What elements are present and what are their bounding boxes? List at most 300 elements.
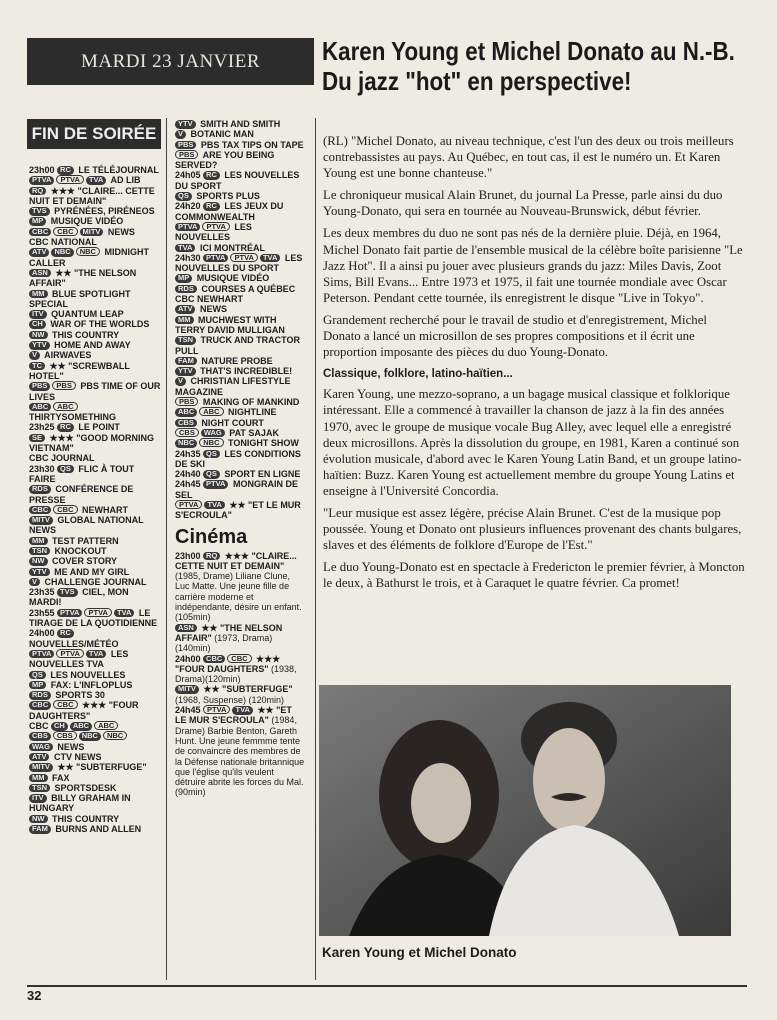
listing-entry	[29, 402, 161, 423]
listing-entry	[29, 330, 161, 340]
channel-badge: TVA	[260, 254, 280, 263]
listing-entry	[175, 191, 305, 201]
listing-text: KNOCKOUT	[52, 545, 107, 556]
channel-badge: YTV	[175, 367, 196, 376]
channel-badge: MITV	[175, 685, 199, 694]
channel-badge: PBS	[175, 141, 196, 150]
listing-text: 23h00	[29, 165, 58, 175]
listing-text: MAKING OF MANKIND	[200, 397, 300, 408]
listing-entry	[175, 170, 305, 191]
listing-entry	[29, 690, 161, 700]
listing-entry	[29, 793, 161, 814]
listing-entry	[175, 705, 305, 798]
listing-text: CBC NATIONAL	[29, 237, 97, 248]
channel-badge: NBC	[199, 438, 223, 447]
listing-entry	[29, 433, 161, 454]
listing-text: 23h25	[29, 422, 58, 433]
listing-text: NATURE PROBE	[198, 355, 273, 366]
listing-text: SPORTSDESK	[52, 782, 117, 793]
listing-text: NIGHT COURT	[198, 417, 264, 428]
channel-badge: RDS	[29, 485, 51, 494]
channel-badge: CBC	[53, 227, 77, 236]
listing-text: QUANTUM LEAP	[48, 309, 124, 320]
listing-text: CONFÉRENCE DE PRESSE	[29, 484, 134, 505]
listing-text: MONGRAIN DE SEL	[175, 479, 298, 500]
listing-entry	[175, 684, 305, 705]
listing-entry	[175, 407, 305, 417]
channel-badge: FAM	[175, 357, 197, 366]
listing-entry	[175, 428, 305, 438]
channel-badge: FAM	[29, 825, 51, 834]
listing-text: COVER STORY	[49, 556, 118, 567]
listing-entry	[175, 243, 305, 253]
listing-text: CTV NEWS	[51, 751, 102, 762]
listing-text: THIS COUNTRY	[49, 813, 120, 824]
listing-text: 24h05	[175, 170, 204, 181]
tv-listings-column-2	[175, 119, 305, 798]
listing-entry	[175, 418, 305, 428]
listing-text: ★★★ "FOUR DAUGHTERS"	[175, 653, 281, 674]
channel-badge: PTVA	[175, 223, 200, 232]
listing-text: ARE YOU BEING SERVED?	[175, 149, 275, 171]
listing-entry	[29, 289, 161, 310]
listing-text: MUCHWEST WITH TERRY DAVID MULLIGAN	[175, 314, 285, 335]
listing-text: NEWHART	[79, 504, 128, 515]
tv-listings-list	[175, 119, 305, 521]
listing-entry	[29, 309, 161, 319]
listing-text: WAR OF THE WORLDS	[47, 319, 150, 330]
listing-entry	[175, 376, 305, 397]
channel-badge: PTVA	[203, 254, 228, 263]
listing-text: NEWS	[197, 304, 227, 315]
listing-entry	[29, 670, 161, 680]
channel-badge: WAG	[29, 743, 53, 752]
movie-description: (1984, Drame) Barbie Benton, Gareth Hunt. Une jeune femmme tente de convaincre des membres de la Défense nationale britannique que l'église qu'ils veulent détruire abrite les forces du Mal. (90min)	[175, 715, 305, 798]
listing-entry	[29, 577, 161, 587]
tv-listings-column-1	[29, 165, 161, 834]
listing-text: ★★ "THE NELSON AFFAIR"	[175, 622, 283, 643]
listing-entry	[175, 654, 305, 685]
date-banner	[27, 38, 314, 85]
column-divider	[315, 118, 316, 980]
listing-text: 23h30	[29, 463, 58, 474]
article-headline	[322, 36, 735, 96]
listing-entry	[175, 335, 305, 356]
channel-badge: ABC	[175, 408, 197, 417]
movie-description: (1938, Drama)(120min)	[175, 663, 297, 685]
channel-badge: CBS	[29, 732, 51, 741]
listing-text: BURNS AND ALLEN	[52, 824, 142, 834]
channel-badge: RC	[203, 171, 220, 180]
listing-text: GLOBAL NATIONAL NEWS	[29, 515, 144, 536]
listing-text: AD LIB	[108, 175, 141, 186]
channel-badge: MM	[29, 537, 48, 546]
listing-text: LES CONDITIONS DE SKI	[175, 448, 301, 469]
article-paragraph: Karen Young, une mezzo-soprano, a un bagage musical classique et folklorique intéressant. Elle a commencé à travailler la chanson de jazz à la fin des années 1970, avec le groupe de musique vocale Bug Alley, avec lequel elle a enregistré deux microsillons. Après la dissolution du groupe, en 1981, Karen a continué son évolution musicale, d'abord avec le Karen Young Latin Band, et un groupe latino-haïtien: Buzz. Karen Young est actuellement membre du groupe Young Latins et enseigne à l'Université Concordia.	[323, 387, 742, 498]
listing-text: SPORTS 30	[52, 690, 105, 701]
listing-entry	[29, 175, 161, 185]
listing-text: CBC	[29, 721, 51, 732]
listing-entry	[175, 253, 305, 274]
channel-badge: MITV	[29, 763, 53, 772]
channel-badge: NW	[29, 331, 48, 340]
listing-text: 24h35	[175, 448, 204, 459]
channel-badge: PTVA	[175, 500, 202, 509]
listing-text: NEWS	[54, 741, 85, 752]
article-paragraph: (RL) "Michel Donato, au niveau technique, c'est l'un des deux ou trois meilleurs contrebassistes au pays. Au Québec, en tout cas, il est le numéro un. Et Karen Young est une bonne chanteuse."	[323, 134, 734, 181]
channel-badge: PTVA	[57, 609, 82, 618]
listing-text: NOUVELLES/MÉTÉO	[29, 638, 119, 649]
channel-badge: ABC	[94, 721, 118, 730]
channel-badge: V	[29, 578, 40, 587]
movie-description: (1973, Drama) (140min)	[175, 632, 273, 654]
listing-entry	[29, 165, 161, 175]
listing-text: NIGHTLINE	[225, 407, 277, 418]
channel-badge: CBS	[175, 428, 199, 437]
listing-text: LES NOUVELLES TVA	[29, 648, 129, 670]
duo-photo	[319, 685, 731, 936]
channel-badge: QS	[29, 671, 46, 680]
date-text: MARDI 23 JANVIER	[81, 50, 260, 72]
channel-badge: PTVA	[203, 480, 228, 489]
listing-text: 23h35	[29, 587, 58, 598]
listing-entry	[29, 422, 161, 432]
channel-badge: CH	[51, 722, 68, 731]
listing-entry	[29, 773, 161, 783]
channel-badge: MM	[29, 774, 48, 783]
channel-badge: V	[175, 130, 186, 139]
listing-entry	[29, 546, 161, 556]
listing-entry	[29, 649, 161, 670]
channel-badge: SE	[29, 434, 45, 443]
channel-badge: NW	[29, 815, 48, 824]
listing-text: ★★★ "FOUR DAUGHTERS"	[29, 700, 139, 721]
channel-badge: NW	[29, 557, 48, 566]
listing-text: LES NOUVELLES DU SPORT	[175, 170, 300, 191]
listing-entry	[29, 628, 161, 649]
channel-badge: ITV	[29, 310, 47, 319]
listing-entry	[175, 479, 305, 500]
movie-description: (1968, Suspense) (120min)	[175, 694, 285, 705]
channel-badge: CBC	[53, 505, 77, 514]
listing-entry	[175, 366, 305, 376]
listing-text: MIDNIGHT CALLER	[29, 247, 149, 268]
channel-badge: ASN	[175, 624, 197, 633]
channel-badge: TSN	[29, 547, 50, 556]
listing-entry	[29, 608, 161, 629]
listing-text: 23h55	[29, 607, 58, 618]
listing-text: TEST PATTERN	[49, 535, 119, 546]
channel-badge: TVA	[114, 609, 134, 618]
listing-text: BILLY GRAHAM IN HUNGARY	[29, 793, 131, 814]
listing-entry	[29, 824, 161, 834]
channel-badge: RC	[57, 166, 74, 175]
listing-entry	[29, 340, 161, 350]
channel-badge: PTVA	[203, 705, 230, 714]
channel-badge: NBC	[175, 439, 197, 448]
listing-entry	[175, 222, 305, 243]
listing-entry	[29, 350, 161, 360]
channel-badge: CBC	[227, 654, 251, 663]
movie-description: (1985, Drame) Liliane Clune, Luc Matte. Une jeune fille de carrière moderne et indépendante, désire un enfant. (105min)	[175, 571, 302, 623]
channel-badge: ASN	[29, 269, 51, 278]
channel-badge: MP	[175, 274, 192, 283]
channel-badge: ABC	[70, 722, 92, 731]
listing-text: CHRISTIAN LIFESTYLE MAGAZINE	[175, 376, 291, 397]
listing-text: NEWS	[105, 226, 135, 237]
channel-badge: QS	[203, 470, 220, 479]
listing-entry	[175, 284, 305, 294]
channel-badge: CBC	[29, 228, 51, 237]
listing-entry	[29, 752, 161, 762]
channel-badge: TSN	[175, 336, 196, 345]
column-divider	[166, 118, 167, 980]
listing-text: BOTANIC MAN	[188, 129, 254, 140]
listing-entry	[29, 783, 161, 793]
listing-text: 24h00	[29, 628, 58, 639]
channel-badge: QS	[203, 450, 220, 459]
channel-badge: TVA	[86, 650, 106, 659]
listing-entry	[175, 551, 305, 623]
channel-badge: PTVA	[29, 176, 54, 185]
listing-entry	[29, 186, 161, 207]
channel-badge: PTVA	[56, 649, 83, 658]
listing-text: CIEL, MON MARDI!	[29, 587, 129, 608]
listing-entry	[175, 623, 305, 654]
channel-badge: CH	[29, 320, 46, 329]
listing-text: 23h00	[175, 550, 204, 561]
channel-badge: WAG	[201, 429, 225, 438]
article-paragraph: Grandement recherché pour le travail de studio et d'enregistrement, Michel Donato a lancé un microsillon de ses propres compositions et il écrit une proportion imposante des pièces du duo Young-Donato.	[323, 312, 707, 360]
listing-text: COURSES A QUÉBEC	[198, 283, 296, 294]
article-paragraph: "Leur musique est assez légère, précise Alain Brunet. C'est de la musique pop poussée. Young et Donato ont plusieurs influences provenant des chants bulgares, slaves et des éléments de folklore d'Europe de l'Est."	[323, 505, 742, 553]
listing-entry	[29, 680, 161, 690]
article-paragraph: Les deux membres du duo ne sont pas nés de la dernière pluie. Déjà, en 1964, Michel Donato fait partie de l'ensemble musical de la célèbre boîte parisienne "Le Jazz Hot". Il a ainsi pu jouer avec plusieurs grands du jazz: Miles Davis, Zoot Sims, Bill Evans... Entre 1973 et 1975, il fait une tournée mondiale avec Oscar Peterson. Pendant cette tournée, ils enregistrent le disque "Live in Tokyo".	[323, 226, 743, 305]
channel-badge: ATV	[29, 248, 49, 257]
listing-entry	[29, 700, 161, 721]
listing-entry	[175, 129, 305, 139]
article-paragraph: Le duo Young-Donato est en spectacle à Fredericton le premier février, à Moncton le deux, à Bathurst le trois, et à Caraquet le quatre février. Ca promet!	[323, 560, 745, 591]
listing-entry	[175, 140, 305, 150]
channel-badge: PTVA	[56, 175, 83, 184]
listing-text: ★★ "SUBTERFUGE"	[54, 762, 147, 773]
listing-entry	[29, 247, 161, 268]
channel-badge: MP	[29, 217, 46, 226]
listing-text: LES NOUVELLES	[47, 669, 126, 680]
listing-text: CBC NEWHART	[175, 294, 243, 305]
article-subheading: Classique, folklore, latino-haïtien...	[323, 368, 513, 381]
listing-text: 24h45	[175, 479, 204, 490]
listing-text: ME AND MY GIRL	[51, 566, 130, 577]
listing-text: LE TIRAGE DE LA QUOTIDIENNE	[29, 607, 158, 629]
channel-badge: TVA	[175, 244, 195, 253]
listing-entry	[29, 268, 161, 289]
headline-line-1: Karen Young et Michel Donato au N.-B.	[322, 36, 735, 66]
listing-text: 24h45	[175, 705, 204, 716]
listing-entry	[29, 731, 161, 741]
channel-badge: PBS	[175, 150, 198, 159]
channel-badge: ABC	[199, 407, 223, 416]
channel-badge: NBC	[51, 248, 73, 257]
channel-badge: TSN	[29, 784, 50, 793]
listing-text: LES NOUVELLES	[175, 221, 252, 243]
listing-text: LE POINT	[75, 422, 120, 433]
listing-text: ★★ "THE NELSON AFFAIR"	[29, 267, 137, 289]
channel-badge: RQ	[29, 187, 46, 196]
listing-text: BLUE SPOTLIGHT SPECIAL	[29, 288, 131, 309]
listing-text: SPORT EN LIGNE	[221, 469, 301, 480]
listing-text: ★★★ "CLAIRE... CETTE NUIT ET DEMAIN"	[29, 185, 155, 206]
listing-text: LES JEUX DU COMMONWEALTH	[175, 201, 284, 222]
channel-badge: RC	[57, 629, 74, 638]
channel-badge: MM	[29, 290, 48, 299]
listing-entry	[175, 438, 305, 448]
channel-badge: YTV	[175, 120, 196, 129]
photo-caption: Karen Young et Michel Donato	[322, 945, 517, 960]
listing-entry	[29, 505, 161, 515]
listing-text: SMITH AND SMITH	[197, 119, 281, 129]
listing-text: MUSIQUE VIDÉO	[48, 216, 124, 227]
listing-text: AIRWAVES	[42, 350, 92, 361]
channel-badge: MP	[29, 681, 46, 690]
channel-badge: ABC	[29, 403, 51, 412]
channel-badge: PBS	[29, 382, 50, 391]
channel-badge: PTVA	[29, 650, 54, 659]
listing-entry	[29, 319, 161, 329]
listing-text: FAX: L'INFLOPLUS	[48, 679, 133, 690]
listing-text: ★★ "SCREWBALL HOTEL"	[29, 360, 130, 381]
listing-entry	[29, 567, 161, 577]
channel-badge: QS	[57, 465, 74, 474]
listing-text: THIRTYSOMETHING	[29, 412, 116, 423]
channel-badge: TVS	[57, 588, 78, 597]
channel-badge: TC	[29, 362, 45, 371]
article-paragraph: Le chroniqueur musical Alain Brunet, du journal La Presse, parle ainsi du duo Young-Donato, qui sera en tournée au Nouveau-Brunswick, début février.	[323, 188, 723, 219]
listing-text: 24h30	[175, 252, 204, 263]
article-body	[323, 133, 745, 597]
channel-badge: YTV	[29, 341, 50, 350]
listing-text: FLIC À TOUT FAIRE	[29, 463, 135, 484]
listing-text: PBS TAX TIPS ON TAPE	[198, 139, 304, 150]
channel-badge: ATV	[175, 305, 195, 314]
listing-entry	[29, 206, 161, 216]
channel-badge: NBC	[103, 731, 127, 740]
listing-entry	[175, 119, 305, 129]
listing-entry	[29, 237, 161, 247]
channel-badge: CBC	[53, 700, 77, 709]
channel-badge: CBS	[53, 731, 77, 740]
listing-entry	[175, 397, 305, 407]
listing-text: PAT SAJAK	[226, 427, 279, 438]
listing-text: TONIGHT SHOW	[225, 438, 299, 449]
channel-badge: CBC	[29, 701, 51, 710]
listing-entry	[175, 150, 305, 171]
listing-entry	[175, 500, 305, 521]
listing-entry	[29, 587, 161, 608]
channel-badge: CBC	[203, 655, 225, 664]
listing-text: ICI MONTRÉAL	[197, 242, 265, 253]
listing-entry	[29, 484, 161, 505]
listing-text: ★★ "ET LE MUR S'ECROULA"	[175, 499, 301, 521]
listing-text: THIS COUNTRY	[49, 329, 120, 340]
headline-line-2: Du jazz "hot" en perspective!	[322, 66, 632, 96]
listing-entry	[29, 227, 161, 237]
channel-badge: YTV	[29, 568, 50, 577]
listing-entry	[29, 453, 161, 463]
listing-entry	[29, 361, 161, 382]
photo-image	[319, 685, 731, 936]
channel-badge: ATV	[29, 753, 49, 762]
listing-entry	[29, 464, 161, 485]
channel-badge: TVS	[29, 207, 50, 216]
channel-badge: NBC	[79, 732, 101, 741]
listing-entry	[29, 721, 161, 731]
channel-badge: TVA	[204, 501, 224, 510]
channel-badge: RC	[203, 202, 220, 211]
channel-badge: RDS	[175, 285, 197, 294]
listing-entry	[29, 742, 161, 752]
listing-text: HOME AND AWAY	[51, 340, 131, 351]
channel-badge: V	[29, 351, 40, 360]
listing-entry	[29, 536, 161, 546]
listing-entry	[29, 515, 161, 536]
movie-listings	[175, 551, 305, 798]
listing-entry	[175, 273, 305, 283]
listing-entry	[29, 556, 161, 566]
listing-entry	[29, 216, 161, 226]
listing-text: ★★★ "CLAIRE... CETTE NUIT ET DEMAIN"	[175, 550, 297, 571]
channel-badge: MITV	[29, 516, 53, 525]
listing-text: THAT'S INCREDIBLE!	[197, 366, 293, 377]
channel-badge: PBS	[52, 381, 75, 390]
bottom-rule	[27, 985, 747, 987]
listing-text: SPORTS PLUS	[193, 191, 260, 202]
channel-badge: TVA	[86, 176, 106, 185]
listing-text: 24h40	[175, 469, 204, 480]
section-label: FIN DE SOIRÉE	[27, 119, 161, 149]
channel-badge: RDS	[29, 691, 51, 700]
listing-text: MUSIQUE VIDÉO	[194, 273, 270, 284]
channel-badge: RC	[57, 423, 74, 432]
channel-badge: ABC	[53, 402, 77, 411]
listing-text: TRUCK AND TRACTOR PULL	[175, 335, 300, 356]
listing-entry	[175, 294, 305, 304]
channel-badge: PTVA	[84, 608, 111, 617]
listing-entry	[175, 469, 305, 479]
channel-badge: TVA	[232, 706, 252, 715]
listing-text: 24h20	[175, 201, 204, 212]
listing-entry	[29, 762, 161, 772]
listing-text: ★★ "SUBTERFUGE"	[200, 684, 293, 695]
listing-text: CHALLENGE JOURNAL	[42, 576, 147, 587]
channel-badge: PTVA	[230, 253, 257, 262]
channel-badge: MM	[175, 316, 194, 325]
channel-badge: NBC	[76, 247, 100, 256]
channel-badge: QS	[175, 192, 192, 201]
channel-badge: MITV	[80, 228, 104, 237]
channel-badge: PTVA	[202, 222, 229, 231]
listing-text: PYRÉNÉES, PIRÉNEOS	[51, 206, 155, 217]
listing-entry	[175, 304, 305, 314]
listing-text: LE TÉLÉJOURNAL	[75, 165, 159, 175]
listing-entry	[29, 381, 161, 402]
channel-badge: V	[175, 377, 186, 386]
channel-badge: ITV	[29, 794, 47, 803]
listing-entry	[175, 449, 305, 470]
listing-text: 24h00	[175, 653, 204, 664]
listing-entry	[175, 356, 305, 366]
listing-text: CBC JOURNAL	[29, 453, 95, 464]
